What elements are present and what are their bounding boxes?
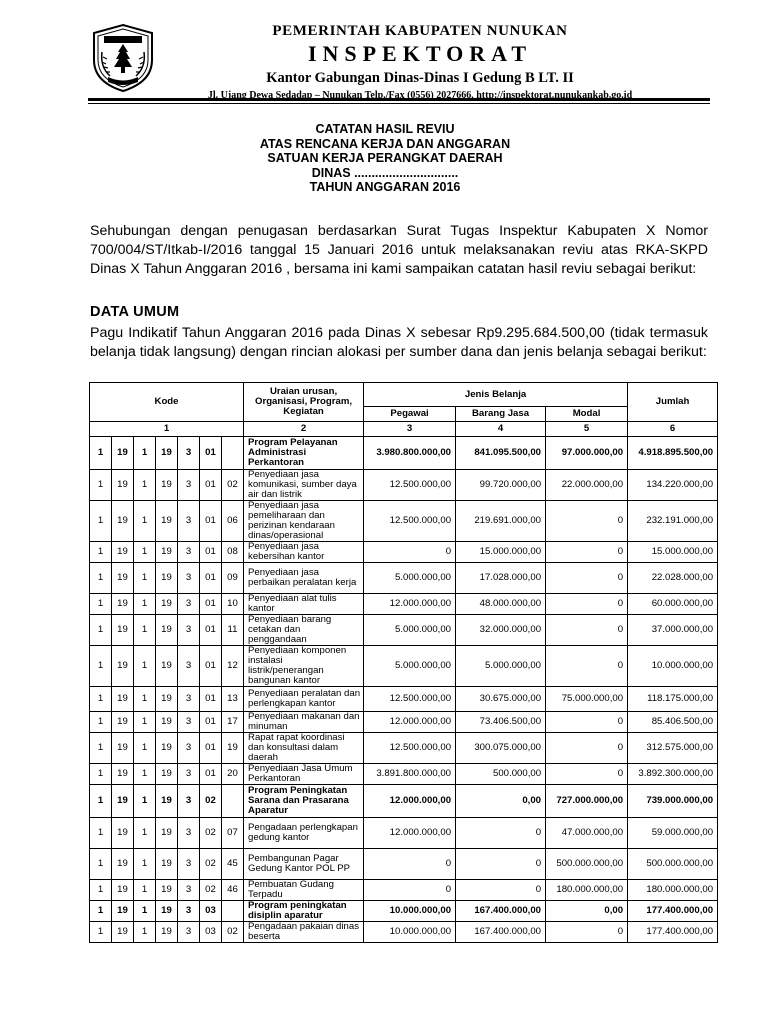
pegawai-cell: 12.000.000,00 [364, 712, 456, 733]
code-cell: 1 [90, 501, 112, 542]
jumlah-cell: 4.918.895.500,00 [628, 437, 718, 470]
code-cell: 1 [134, 615, 156, 646]
code-cell: 1 [90, 594, 112, 615]
code-cell: 01 [200, 733, 222, 764]
jumlah-cell: 134.220.000,00 [628, 470, 718, 501]
jumlah-cell: 177.400.000,00 [628, 901, 718, 922]
table-row [90, 880, 718, 901]
uraian-cell: Program peningkatan disiplin aparatur [244, 901, 364, 922]
uraian-cell: Penyediaan jasa pemeliharaan dan perizinan kendaraan dinas/operasional [244, 501, 364, 542]
jumlah-cell: 3.892.300.000,00 [628, 764, 718, 785]
table-row [90, 437, 718, 470]
title-line-5: TAHUN ANGGARAN 2016 [309, 180, 461, 194]
code-cell: 1 [134, 470, 156, 501]
modal-cell: 0 [546, 501, 628, 542]
pegawai-cell: 0 [364, 849, 456, 880]
barang-jasa-cell: 841.095.500,00 [456, 437, 546, 470]
code-cell: 1 [90, 922, 112, 943]
barang-jasa-cell: 0 [456, 818, 546, 849]
code-cell: 19 [156, 646, 178, 687]
office-name: Kantor Gabungan Dinas-Dinas I Gedung B LT. II [266, 70, 574, 86]
letterhead-thin-rule [88, 103, 710, 104]
pegawai-cell: 12.500.000,00 [364, 733, 456, 764]
code-cell: 3 [178, 880, 200, 901]
code-cell: 01 [200, 615, 222, 646]
uraian-cell: Pengadaan pakaian dinas beserta [244, 922, 364, 943]
code-cell: 19 [222, 733, 244, 764]
code-cell: 19 [112, 687, 134, 712]
code-cell: 1 [90, 712, 112, 733]
header-uraian: Uraian urusan, Organisasi, Program, Kegiatan [244, 383, 364, 422]
col-number: 2 [244, 422, 364, 437]
letterhead-thick-rule [88, 98, 710, 101]
barang-jasa-cell: 30.675.000,00 [456, 687, 546, 712]
code-cell: 01 [200, 542, 222, 563]
code-cell: 1 [90, 687, 112, 712]
code-cell: 19 [112, 563, 134, 594]
col-number: 1 [90, 422, 244, 437]
code-cell: 01 [200, 687, 222, 712]
modal-cell: 0 [546, 922, 628, 943]
code-cell: 19 [112, 922, 134, 943]
modal-cell: 0,00 [546, 901, 628, 922]
col-number: 4 [456, 422, 546, 437]
code-cell: 3 [178, 764, 200, 785]
barang-jasa-cell: 0,00 [456, 785, 546, 818]
pegawai-cell: 10.000.000,00 [364, 901, 456, 922]
code-cell: 19 [156, 437, 178, 470]
code-cell: 19 [112, 470, 134, 501]
uraian-cell: Program Peningkatan Sarana dan Prasarana Aparatur [244, 785, 364, 818]
uraian-cell: Pembangunan Pagar Gedung Kantor POL PP [244, 849, 364, 880]
title-line-4: DINAS .............................. [311, 165, 459, 180]
title-line-3: SATUAN KERJA PERANGKAT DAERAH [267, 151, 503, 165]
government-name: PEMERINTAH KABUPATEN NUNUKAN [272, 23, 568, 39]
code-cell: 45 [222, 849, 244, 880]
barang-jasa-cell: 0 [456, 849, 546, 880]
barang-jasa-cell: 73.406.500,00 [456, 712, 546, 733]
jumlah-cell: 37.000.000,00 [628, 615, 718, 646]
pagu-paragraph: Pagu Indikatif Tahun Anggaran 2016 pada Dinas X sebesar Rp9.295.684.500,00 (tidak termasuk belanja tidak langsung) dengan rincian alokasi per sumber dana dan jenis belanja sebagai berikut: [90, 325, 708, 360]
code-cell: 3 [178, 922, 200, 943]
code-cell: 1 [90, 542, 112, 563]
code-cell: 3 [178, 849, 200, 880]
code-cell: 19 [156, 785, 178, 818]
kabupaten-nunukan-emblem [88, 22, 158, 94]
code-cell: 3 [178, 437, 200, 470]
code-cell: 19 [112, 818, 134, 849]
code-cell: 20 [222, 764, 244, 785]
code-cell: 1 [134, 501, 156, 542]
pegawai-cell: 0 [364, 542, 456, 563]
code-cell: 09 [222, 563, 244, 594]
section-heading-data-umum: DATA UMUM [90, 304, 180, 320]
header-kode: Kode [90, 383, 244, 422]
uraian-cell: Pembuatan Gudang Terpadu [244, 880, 364, 901]
code-cell: 1 [134, 785, 156, 818]
table-row [90, 646, 718, 687]
uraian-cell: Penyediaan jasa komunikasi, sumber daya air dan listrik [244, 470, 364, 501]
code-cell [222, 437, 244, 470]
pegawai-cell: 12.500.000,00 [364, 501, 456, 542]
table-row [90, 615, 718, 646]
pegawai-cell: 12.500.000,00 [364, 470, 456, 501]
code-cell: 1 [134, 712, 156, 733]
jumlah-cell: 10.000.000,00 [628, 646, 718, 687]
code-cell: 1 [134, 901, 156, 922]
code-cell: 19 [156, 687, 178, 712]
budget-table [89, 382, 718, 943]
code-cell: 06 [222, 501, 244, 542]
table-row [90, 563, 718, 594]
code-cell: 3 [178, 733, 200, 764]
code-cell: 02 [222, 470, 244, 501]
code-cell: 1 [134, 922, 156, 943]
modal-cell: 0 [546, 733, 628, 764]
title-line-1: CATATAN HASIL REVIU [315, 122, 455, 136]
code-cell: 19 [112, 594, 134, 615]
jumlah-cell: 180.000.000,00 [628, 880, 718, 901]
pegawai-cell: 12.000.000,00 [364, 818, 456, 849]
uraian-cell: Penyediaan Jasa Umum Perkantoran [244, 764, 364, 785]
code-cell: 1 [134, 437, 156, 470]
code-cell: 07 [222, 818, 244, 849]
code-cell: 19 [112, 646, 134, 687]
code-cell: 10 [222, 594, 244, 615]
jumlah-cell: 15.000.000,00 [628, 542, 718, 563]
jumlah-cell: 118.175.000,00 [628, 687, 718, 712]
table-row [90, 542, 718, 563]
barang-jasa-cell: 5.000.000,00 [456, 646, 546, 687]
table-row [90, 470, 718, 501]
modal-cell: 0 [546, 712, 628, 733]
jumlah-cell: 59.000.000,00 [628, 818, 718, 849]
table-row [90, 849, 718, 880]
pegawai-cell: 0 [364, 880, 456, 901]
barang-jasa-cell: 167.400.000,00 [456, 922, 546, 943]
code-cell: 19 [156, 901, 178, 922]
code-cell: 3 [178, 785, 200, 818]
code-cell: 3 [178, 563, 200, 594]
uraian-cell: Pengadaan perlengkapan gedung kantor [244, 818, 364, 849]
pegawai-cell: 12.000.000,00 [364, 785, 456, 818]
code-cell: 19 [156, 563, 178, 594]
jumlah-cell: 22.028.000,00 [628, 563, 718, 594]
header-jumlah: Jumlah [628, 383, 718, 422]
code-cell: 03 [200, 901, 222, 922]
table-row [90, 712, 718, 733]
code-cell: 13 [222, 687, 244, 712]
modal-cell: 0 [546, 764, 628, 785]
code-cell: 01 [200, 712, 222, 733]
code-cell: 3 [178, 470, 200, 501]
header-barang-jasa: Barang Jasa [456, 407, 546, 422]
code-cell: 19 [112, 764, 134, 785]
code-cell: 02 [200, 818, 222, 849]
code-cell: 19 [112, 849, 134, 880]
table-row [90, 501, 718, 542]
modal-cell: 97.000.000,00 [546, 437, 628, 470]
code-cell: 19 [112, 880, 134, 901]
modal-cell: 75.000.000,00 [546, 687, 628, 712]
code-cell: 19 [112, 785, 134, 818]
office-address: Jl. Ujang Dewa Sedadap – Nunukan Telp./Fax (0556) 2027666, http://inspektorat.nunukankab.go.id [207, 90, 633, 101]
code-cell: 1 [134, 764, 156, 785]
uraian-cell: Penyediaan alat tulis kantor [244, 594, 364, 615]
code-cell: 1 [90, 470, 112, 501]
code-cell: 3 [178, 542, 200, 563]
pegawai-cell: 10.000.000,00 [364, 922, 456, 943]
modal-cell: 0 [546, 563, 628, 594]
barang-jasa-cell: 99.720.000,00 [456, 470, 546, 501]
uraian-cell: Penyediaan jasa perbaikan peralatan kerja [244, 563, 364, 594]
code-cell: 11 [222, 615, 244, 646]
code-cell: 19 [112, 712, 134, 733]
code-cell: 03 [200, 922, 222, 943]
jumlah-cell: 500.000.000,00 [628, 849, 718, 880]
col-number: 5 [546, 422, 628, 437]
code-cell: 08 [222, 542, 244, 563]
code-cell: 1 [134, 542, 156, 563]
budget-table-body [90, 437, 718, 943]
code-cell: 3 [178, 646, 200, 687]
table-row [90, 733, 718, 764]
code-cell: 01 [200, 470, 222, 501]
barang-jasa-cell: 15.000.000,00 [456, 542, 546, 563]
code-cell: 01 [200, 594, 222, 615]
code-cell: 19 [156, 733, 178, 764]
table-row [90, 764, 718, 785]
code-cell: 02 [200, 785, 222, 818]
modal-cell: 47.000.000,00 [546, 818, 628, 849]
modal-cell: 0 [546, 542, 628, 563]
modal-cell: 0 [546, 615, 628, 646]
code-cell: 19 [112, 501, 134, 542]
code-cell: 1 [90, 880, 112, 901]
col-number: 3 [364, 422, 456, 437]
code-cell [222, 785, 244, 818]
modal-cell: 180.000.000,00 [546, 880, 628, 901]
barang-jasa-cell: 219.691.000,00 [456, 501, 546, 542]
modal-cell: 500.000.000,00 [546, 849, 628, 880]
table-row [90, 687, 718, 712]
code-cell: 3 [178, 687, 200, 712]
code-cell: 01 [200, 563, 222, 594]
barang-jasa-cell: 167.400.000,00 [456, 901, 546, 922]
code-cell: 3 [178, 901, 200, 922]
header-jenis-belanja: Jenis Belanja [364, 383, 628, 407]
code-cell: 1 [134, 646, 156, 687]
pegawai-cell: 12.500.000,00 [364, 687, 456, 712]
code-cell: 19 [156, 470, 178, 501]
code-cell: 1 [134, 687, 156, 712]
header-pegawai: Pegawai [364, 407, 456, 422]
code-cell: 1 [134, 563, 156, 594]
pegawai-cell: 3.891.800.000,00 [364, 764, 456, 785]
code-cell: 01 [200, 646, 222, 687]
code-cell: 1 [134, 733, 156, 764]
barang-jasa-cell: 300.075.000,00 [456, 733, 546, 764]
code-cell: 19 [156, 922, 178, 943]
pegawai-cell: 5.000.000,00 [364, 563, 456, 594]
letterhead [160, 22, 680, 103]
uraian-cell: Penyediaan barang cetakan dan penggandaan [244, 615, 364, 646]
code-cell: 1 [90, 818, 112, 849]
uraian-cell: Program Pelayanan Administrasi Perkantoran [244, 437, 364, 470]
code-cell: 19 [156, 849, 178, 880]
code-cell: 3 [178, 818, 200, 849]
barang-jasa-cell: 48.000.000,00 [456, 594, 546, 615]
code-cell: 17 [222, 712, 244, 733]
code-cell: 01 [200, 764, 222, 785]
code-cell: 19 [156, 880, 178, 901]
modal-cell: 727.000.000,00 [546, 785, 628, 818]
agency-name: INSPEKTORAT [307, 41, 533, 66]
jumlah-cell: 177.400.000,00 [628, 922, 718, 943]
code-cell: 46 [222, 880, 244, 901]
jumlah-cell: 312.575.000,00 [628, 733, 718, 764]
code-cell: 19 [156, 594, 178, 615]
table-row [90, 594, 718, 615]
barang-jasa-cell: 0 [456, 880, 546, 901]
jumlah-cell: 739.000.000,00 [628, 785, 718, 818]
col-number: 6 [628, 422, 718, 437]
code-cell: 19 [112, 542, 134, 563]
jumlah-cell: 60.000.000,00 [628, 594, 718, 615]
title-line-2: ATAS RENCANA KERJA DAN ANGGARAN [259, 136, 511, 151]
code-cell: 1 [90, 733, 112, 764]
uraian-cell: Rapat rapat koordinasi dan konsultasi dalam daerah [244, 733, 364, 764]
pegawai-cell: 5.000.000,00 [364, 646, 456, 687]
code-cell: 3 [178, 594, 200, 615]
code-cell: 1 [90, 785, 112, 818]
code-cell: 3 [178, 712, 200, 733]
modal-cell: 0 [546, 646, 628, 687]
code-cell: 19 [156, 764, 178, 785]
pegawai-cell: 12.000.000,00 [364, 594, 456, 615]
code-cell: 1 [90, 437, 112, 470]
uraian-cell: Penyediaan jasa kebersihan kantor [244, 542, 364, 563]
code-cell [222, 901, 244, 922]
code-cell: 19 [156, 501, 178, 542]
code-cell: 1 [90, 563, 112, 594]
code-cell: 1 [90, 615, 112, 646]
code-cell: 3 [178, 615, 200, 646]
code-cell: 02 [222, 922, 244, 943]
jumlah-cell: 85.406.500,00 [628, 712, 718, 733]
pegawai-cell: 3.980.800.000,00 [364, 437, 456, 470]
code-cell: 01 [200, 501, 222, 542]
barang-jasa-cell: 32.000.000,00 [456, 615, 546, 646]
code-cell: 1 [90, 901, 112, 922]
code-cell: 02 [200, 849, 222, 880]
barang-jasa-cell: 17.028.000,00 [456, 563, 546, 594]
code-cell: 1 [134, 818, 156, 849]
code-cell: 19 [156, 615, 178, 646]
uraian-cell: Penyediaan makanan dan minuman [244, 712, 364, 733]
jumlah-cell: 232.191.000,00 [628, 501, 718, 542]
code-cell: 1 [134, 880, 156, 901]
code-cell: 1 [90, 646, 112, 687]
modal-cell: 0 [546, 594, 628, 615]
header-modal: Modal [546, 407, 628, 422]
code-cell: 19 [112, 615, 134, 646]
code-cell: 19 [156, 542, 178, 563]
code-cell: 01 [200, 437, 222, 470]
uraian-cell: Penyediaan peralatan dan perlengkapan kantor [244, 687, 364, 712]
code-cell: 19 [112, 437, 134, 470]
code-cell: 19 [112, 733, 134, 764]
table-row [90, 922, 718, 943]
code-cell: 19 [156, 712, 178, 733]
code-cell: 1 [134, 849, 156, 880]
modal-cell: 22.000.000,00 [546, 470, 628, 501]
code-cell: 19 [112, 901, 134, 922]
code-cell: 02 [200, 880, 222, 901]
code-cell: 1 [134, 594, 156, 615]
code-cell: 19 [156, 818, 178, 849]
code-cell: 1 [90, 764, 112, 785]
code-cell: 12 [222, 646, 244, 687]
code-cell: 1 [90, 849, 112, 880]
document-title [170, 122, 600, 195]
table-row [90, 785, 718, 818]
uraian-cell: Penyediaan komponen instalasi listrik/penerangan bangunan kantor [244, 646, 364, 687]
pegawai-cell: 5.000.000,00 [364, 615, 456, 646]
table-row [90, 901, 718, 922]
table-row [90, 818, 718, 849]
barang-jasa-cell: 500.000,00 [456, 764, 546, 785]
intro-paragraph: Sehubungan dengan penugasan berdasarkan Surat Tugas Inspektur Kabupaten X Nomor 700/004/ST/Itkab-I/2016 tanggal 15 Januari 2016 untuk melaksanakan reviu atas RKA-SKPD Dinas X Tahun Anggaran 2016 , bersama ini kami sampaikan catatan hasil reviu sebagai berikut: [90, 223, 708, 277]
code-cell: 3 [178, 501, 200, 542]
